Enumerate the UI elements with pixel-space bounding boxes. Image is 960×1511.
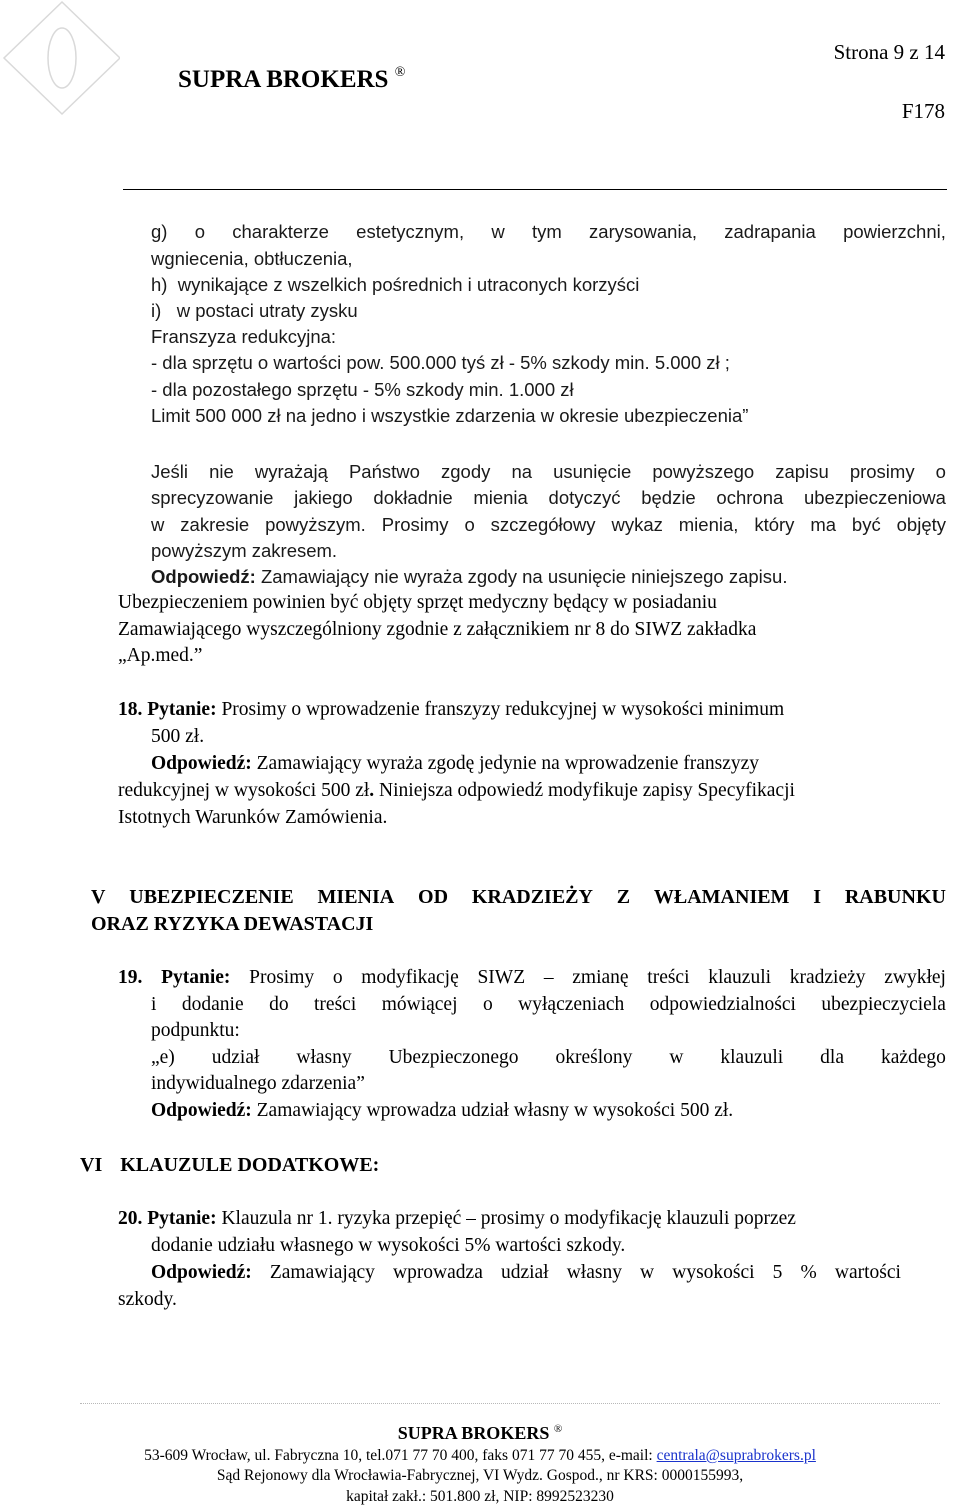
word: dodanie — [181, 994, 244, 1015]
word: każdego — [880, 1047, 946, 1068]
word: powierzchni, — [843, 221, 946, 242]
footer-address: 53-609 Wrocław, ul. Fabryczna 10, tel.071 77 70 400, faks 071 77 70 455, e-mail: centrala@suprabrokers.pl — [144, 1447, 816, 1464]
word: 5 — [772, 1262, 783, 1283]
word: tym — [531, 221, 562, 242]
note-line-3 — [151, 514, 946, 536]
footer-brand: SUPRA BROKERS ® — [397, 1423, 563, 1443]
word: udział — [500, 1262, 549, 1283]
brand-name: SUPRA BROKERS ® — [178, 64, 406, 93]
word: który — [754, 514, 795, 535]
note-line-2 — [151, 487, 946, 509]
word: g) — [151, 221, 168, 242]
word: wyłączeniach — [518, 994, 625, 1015]
word: prosimy — [849, 461, 915, 482]
word: estetycznym, — [356, 221, 465, 242]
section-v-heading-cont: ORAZ RYZYKA DEWASTACJI — [91, 913, 374, 935]
word: w — [151, 514, 165, 535]
word: wprowadza — [392, 1262, 483, 1283]
word: UBEZPIECZENIE — [129, 886, 294, 908]
word: zarysowania, — [589, 221, 698, 242]
word: o — [464, 514, 475, 535]
word: dla — [820, 1047, 844, 1068]
answer-18-cont: redukcyjnej w wysokości 500 zł. Niniejsza odpowiedź modyfikuje zapisy Specyfikacji — [118, 780, 795, 801]
word: i — [151, 994, 157, 1015]
word: Z — [616, 886, 631, 908]
word: powyższym. — [265, 514, 366, 535]
word: szczegółowy — [490, 514, 596, 535]
word: RABUNKU — [844, 886, 946, 908]
word: dokładnie — [373, 487, 453, 508]
word: być — [851, 514, 881, 535]
footer-divider — [80, 1403, 940, 1404]
word: jakiego — [294, 487, 353, 508]
franszyza-item-1: - dla sprzętu o wartości pow. 500.000 tyś zł - 5% szkody min. 5.000 zł ; — [151, 352, 730, 373]
word: sprecyzowanie — [151, 487, 274, 508]
franszyza-label: Franszyza redukcyjna: — [151, 326, 337, 347]
word: mienia, — [678, 514, 739, 535]
word: odpowiedzialności — [649, 994, 796, 1015]
answer-label: Odpowiedź: — [151, 566, 256, 587]
word: ubezpieczyciela — [821, 994, 946, 1015]
word: zmianę — [572, 967, 629, 988]
note-cont-2: Zamawiającego wyszczególniony zgodnie z załącznikiem nr 8 do SIWZ zakładka — [118, 619, 757, 640]
word: ubezpieczeniowa — [803, 487, 946, 508]
word: dotyczyć — [548, 487, 621, 508]
word: zgody — [441, 461, 491, 482]
question-20: 20. Pytanie: Klauzula nr 1. ryzyka przepięć – prosimy o modyfikację klauzuli poprzez — [118, 1208, 796, 1229]
word: na — [511, 461, 533, 482]
word: wartości — [834, 1262, 901, 1283]
question-19-line-4 — [151, 1047, 946, 1069]
question-20-cont: dodanie udziału własnego w wysokości 5% wartości szkody. — [151, 1235, 626, 1256]
limit-line: Limit 500 000 zł na jedno i wszystkie zdarzenia w okresie ubezpieczenia” — [151, 405, 749, 426]
answer-18-cont-2: Istotnych Warunków Zamówienia. — [118, 807, 388, 828]
word: ochrona — [716, 487, 784, 508]
word: zadrapania — [724, 221, 816, 242]
question-19-line-2 — [151, 994, 946, 1016]
item-i: i) w postaci utraty zysku — [151, 300, 358, 321]
word: % — [800, 1262, 817, 1283]
word: o — [935, 461, 946, 482]
word: powyższego — [652, 461, 755, 482]
word: Ubezpieczonego — [388, 1047, 519, 1068]
word: wykaz — [611, 514, 663, 535]
footer-court: Sąd Rejonowy dla Wrocławia-Fabrycznej, VI Wydz. Gospod., nr KRS: 0000155993, — [216, 1467, 744, 1484]
word: Państwo — [348, 461, 420, 482]
franszyza-item-2: - dla pozostałego sprzętu - 5% szkody min. 1.000 zł — [151, 379, 574, 400]
word: udział — [211, 1047, 260, 1068]
question-19-line-5: indywidualnego zdarzenia” — [151, 1073, 365, 1094]
word: własny — [566, 1262, 622, 1283]
word: modyfikację — [361, 967, 459, 988]
word: o — [332, 967, 343, 988]
word: I — [813, 886, 822, 908]
word: treści — [647, 967, 690, 988]
word: objęty — [896, 514, 946, 535]
word: w — [640, 1262, 655, 1283]
word: nie — [209, 461, 234, 482]
section-v-heading — [91, 886, 946, 909]
logo-watermark — [0, 0, 120, 160]
question-19-line-3: podpunktu: — [151, 1020, 240, 1041]
word: zwykłej — [884, 967, 946, 988]
word: V — [91, 886, 106, 908]
word: w — [669, 1047, 684, 1068]
answer-19: Odpowiedź: Zamawiający wprowadza udział własny w wysokości 500 zł. — [151, 1100, 734, 1121]
word: SIWZ — [477, 967, 526, 988]
note-answer: Odpowiedź: Zamawiający nie wyraża zgody na usunięcie niniejszego zapisu. — [151, 566, 788, 587]
form-code: F178 — [901, 99, 945, 123]
word: klauzuli — [720, 1047, 784, 1068]
word: MIENIA — [317, 886, 395, 908]
note-line-4: powyższym zakresem. — [151, 540, 338, 561]
answer-20-cont: szkody. — [118, 1289, 177, 1310]
word: własny — [296, 1047, 352, 1068]
word: charakterze — [232, 221, 329, 242]
page-number: Strona 9 z 14 — [833, 40, 945, 64]
question-19: 19. Pytanie: Prosimy o modyfikację SIWZ – zmianę treści klauzuli kradzieży zwykłej — [118, 967, 946, 988]
word: „e) — [151, 1047, 175, 1068]
word: zakresie — [180, 514, 250, 535]
word: do — [269, 994, 289, 1015]
word: mówiącej — [381, 994, 458, 1015]
section-vi-heading: VI KLAUZULE DODATKOWE: — [80, 1154, 380, 1176]
word: wysokości — [672, 1262, 755, 1283]
item-h: h) wynikające z wszelkich pośrednich i utraconych korzyści — [151, 274, 640, 295]
word: o — [482, 994, 493, 1015]
answer-18: Odpowiedź: Zamawiający wyraża zgodę jedynie na wprowadzenie franszyzy — [151, 753, 760, 774]
item-g-cont: wgniecenia, obtłuczenia, — [151, 248, 353, 269]
note-cont-1: Ubezpieczeniem powinien być objęty sprzęt medyczny będący w posiadaniu — [118, 592, 717, 613]
word: wyrażają — [254, 461, 328, 482]
word: mienia — [473, 487, 528, 508]
word: OD — [418, 886, 449, 908]
word: Zamawiający — [269, 1262, 375, 1283]
word: w — [491, 221, 505, 242]
note-cont-3: „Ap.med.” — [118, 645, 203, 666]
header-divider — [123, 189, 947, 190]
word: będzie — [641, 487, 696, 508]
word: – — [543, 967, 554, 988]
question-18-cont: 500 zł. — [151, 726, 205, 747]
word: Prosimy — [249, 967, 315, 988]
email-link[interactable]: centrala@suprabrokers.pl — [656, 1447, 816, 1464]
word: kradzieży — [789, 967, 866, 988]
word: treści — [314, 994, 357, 1015]
word: usunięcie — [553, 461, 632, 482]
word: WŁAMANIEM — [653, 886, 790, 908]
answer-20: Odpowiedź: Zamawiający wprowadza udział własny w wysokości 5 % wartości — [151, 1262, 901, 1283]
footer-capital: kapitał zakł.: 501.800 zł, NIP: 8992523230 — [346, 1488, 614, 1505]
word: ma — [810, 514, 837, 535]
word: zapisu — [775, 461, 829, 482]
item-g-line — [151, 221, 946, 243]
word: Jeśli — [151, 461, 189, 482]
question-18: 18. Pytanie: Prosimy o wprowadzenie franszyzy redukcyjnej w wysokości minimum — [118, 699, 785, 720]
word: klauzuli — [708, 967, 772, 988]
word: określony — [555, 1047, 633, 1068]
word: o — [194, 221, 205, 242]
note-line-1 — [151, 461, 946, 483]
word: KRADZIEŻY — [471, 886, 593, 908]
word: Prosimy — [381, 514, 449, 535]
